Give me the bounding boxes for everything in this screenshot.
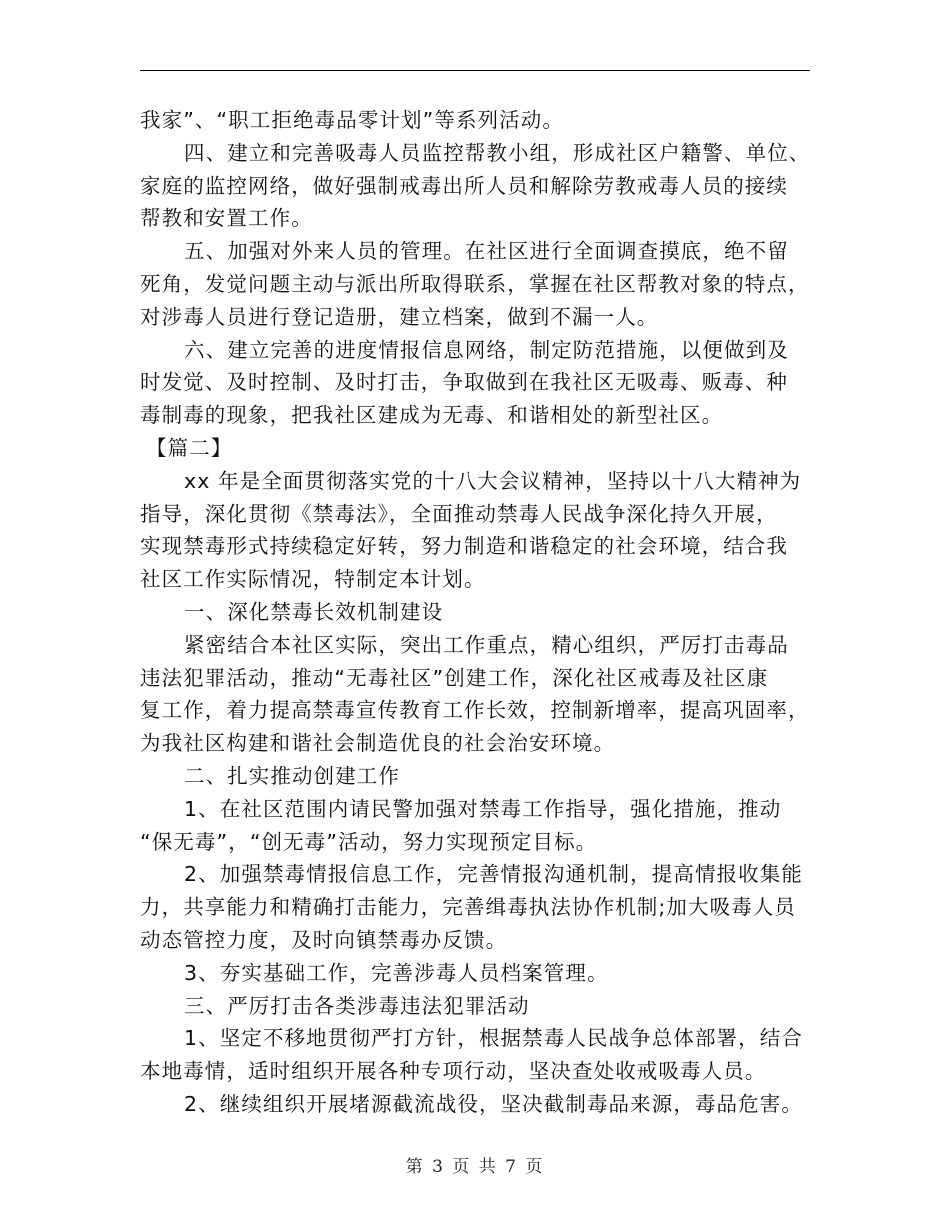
text-line: 实现禁毒形式持续稳定好转，努力制造和谐稳定的社会环境，结合我 (140, 534, 788, 559)
text-line: xx 年是全面贯彻落实党的十八大会议精神，坚持以十八大精神为 (184, 468, 802, 493)
text-line: 1、坚定不移地贯彻严打方针，根据禁毒人民战争总体部署，结合 (184, 1026, 803, 1051)
text-line: 帮教和安置工作。 (140, 206, 313, 231)
text-line: “保无毒”，“创无毒”活动，努力实现预定目标。 (140, 829, 598, 854)
text-line: 我家”、“职工拒绝毒品零计划”等系列活动。 (140, 108, 564, 132)
text-line: 动态管控力度，及时向镇禁毒办反馈。 (140, 927, 508, 952)
text-line: 二、扎实推动创建工作 (184, 763, 400, 788)
text-line: 社区工作实际情况，特制定本计划。 (140, 567, 486, 592)
text-line: 时发觉、及时控制、及时打击，争取做到在我社区无吸毒、贩毒、种 (140, 370, 788, 395)
text-line: 三、严厉打击各类涉毒违法犯罪活动 (184, 993, 530, 1018)
text-line: 3、夯实基础工作，完善涉毒人员档案管理。 (184, 960, 609, 985)
text-line: 四、建立和完善吸毒人员监控帮教小组，形成社区户籍警、单位、 (184, 140, 811, 165)
header-rule (140, 70, 810, 71)
text-line: 六、建立完善的进度情报信息网络，制定防范措施，以便做到及 (184, 337, 789, 362)
text-line: 对涉毒人员进行登记造册，建立档案，做到不漏一人。 (140, 304, 659, 329)
text-line: 紧密结合本社区实际，突出工作重点，精心组织，严厉打击毒品 (184, 632, 789, 657)
text-line: 为我社区构建和谐社会制造优良的社会治安环境。 (140, 731, 616, 756)
text-line: 一、深化禁毒长效机制建设 (184, 599, 444, 624)
text-line: 2、继续组织开展堵源截流战役，坚决截制毒品来源，毒品危害。 (184, 1091, 803, 1116)
text-line: 1、在社区范围内请民警加强对禁毒工作指导，强化措施，推动 (184, 796, 782, 821)
page-footer: 第 3 页 共 7 页 (405, 1157, 545, 1177)
document-body (140, 104, 812, 1121)
text-line: 复工作，着力提高禁毒宣传教育工作长效，控制新增率，提高巩固率， (140, 698, 810, 723)
text-line: 2、加强禁毒情报信息工作，完善情报沟通机制，提高情报收集能 (184, 862, 803, 887)
text-line: 本地毒情，适时组织开展各种专项行动，坚决查处收戒吸毒人员。 (140, 1059, 767, 1084)
text-line: 毒制毒的现象，把我社区建成为无毒、和谐相处的新型社区。 (140, 403, 724, 428)
text-line: 五、加强对外来人员的管理。在社区进行全面调查摸底，绝不留 (184, 239, 789, 264)
text-line: 死角，发觉问题主动与派出所取得联系，掌握在社区帮教对象的特点， (140, 271, 810, 296)
text-line: 家庭的监控网络，做好强制戒毒出所人员和解除劳教戒毒人员的接续 (140, 173, 788, 198)
section-heading: 【篇二】 (146, 435, 233, 460)
text-line: 违法犯罪活动，推动“无毒社区”创建工作，深化社区戒毒及社区康 (140, 665, 769, 690)
text-line: 力，共享能力和精确打击能力，完善缉毒执法协作机制;加大吸毒人员 (140, 895, 797, 920)
text-line: 指导，深化贯彻《禁毒法》，全面推动禁毒人民战争深化持久开展， (140, 501, 778, 526)
